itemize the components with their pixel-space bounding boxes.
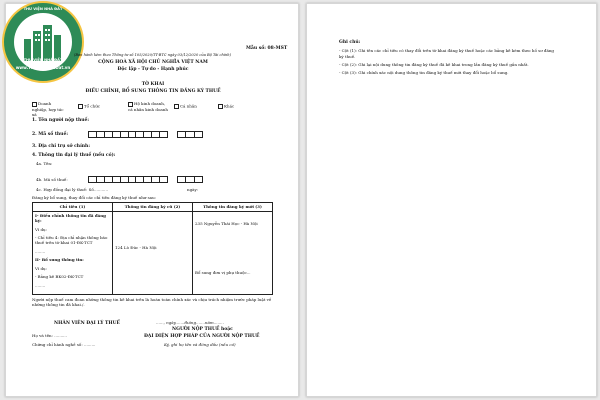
register-line: Đăng ký bổ sung, thay đổi các chỉ tiêu đăng ký thuế như sau:: [32, 195, 156, 200]
sign-note: Ký, ghi họ tên và đóng dấu (nếu có): [164, 342, 236, 347]
agent-signature-title: NHÂN VIÊN ĐẠI LÝ THUẾ: [54, 321, 120, 326]
checkbox-icon[interactable]: [78, 104, 83, 109]
logo-arc-text-right: THƯ VIỆN NHÀ ĐẤT: [23, 58, 63, 62]
new-supplement: Bổ sung đơn vị phụ thuộc...: [195, 270, 251, 275]
agent-contract-day: ngày:: [187, 187, 199, 192]
field-head-office: 3. Địa chỉ trụ sở chính:: [32, 144, 90, 149]
date-line: ......, ngày.......tháng.......năm........: [156, 320, 224, 325]
taxpayer-title: NGƯỜI NỘP THUẾ hoặc: [172, 327, 233, 332]
agent-name: Họ và tên: ..........: [32, 333, 67, 338]
field-agent-contract: 4c. Hợp đồng đại lý thuế: Số: [36, 187, 94, 192]
option-individual[interactable]: [174, 104, 197, 109]
section-supplement: II- Bổ sung thông tin:: [35, 257, 84, 262]
header-old-info: Thông tin đăng ký cũ (2): [113, 203, 193, 212]
option-label: Cá nhân: [180, 103, 197, 109]
option-organization[interactable]: [78, 104, 100, 109]
agent-tax-code-branch-boxes[interactable]: [177, 176, 203, 183]
field-agent-tax-code: 4b. Mã số thuế:: [36, 177, 68, 182]
note-column-3: - Cột (3): Ghi chính xác nội dung thông tin đăng ký thuế mới thay đổi hoặc bổ sung.: [339, 70, 509, 75]
option-label: Khác: [224, 103, 235, 109]
note-column-1: - Cột (1): Ghi tên các chỉ tiêu có thay đổi trên tờ khai đăng ký thuế hoặc các bảng kê kèm theo hồ sơ đăng: [339, 48, 554, 53]
document-page-2: [306, 3, 597, 397]
old-info-cell: [113, 212, 193, 295]
commitment: Người nộp thuế cam đoan những thông tin kê khai trên là hoàn toàn chính xác và chịu trách nhiệm trước pháp luật về những thông tin đã khai./.: [32, 297, 272, 307]
example-label: Ví dụ:: [35, 265, 47, 271]
field-agent-name: 4a. Tên:: [36, 161, 53, 166]
issued-by: (Ban hành kèm theo Thông tư số 105/2020/TT-BTC ngày 03/12/2020 của Bộ Tài chính): [74, 53, 232, 57]
form-code: Mẫu số: 08-MST: [246, 46, 288, 51]
option-other[interactable]: [218, 104, 234, 109]
checkbox-icon[interactable]: [174, 104, 179, 109]
field-tax-code: 2. Mã số thuế:: [32, 132, 68, 137]
field-tax-agent: 4. Thông tin đại lý thuế (nếu có):: [32, 153, 116, 158]
checkbox-icon[interactable]: [218, 104, 223, 109]
example-label: Ví dụ:: [35, 226, 47, 232]
tax-code-boxes[interactable]: [88, 131, 168, 138]
indicator-cell: [33, 212, 113, 295]
option-label: Tổ chức: [84, 103, 101, 109]
changes-table: [32, 202, 273, 295]
old-address: 124 Lò Đúc - Hà Nội: [115, 245, 157, 250]
header-indicator: Chỉ tiêu (1): [33, 203, 113, 212]
tax-code-branch-boxes[interactable]: [177, 131, 203, 138]
table-header-row: [33, 203, 273, 212]
note-column-1-cont: ký thuế.: [339, 54, 356, 59]
header-new-info: Thông tin đăng ký mới (3): [193, 203, 273, 212]
new-address: 235 Nguyễn Thái Học - Hà Nội: [195, 221, 258, 226]
field-taxpayer-name: 1. Tên người nộp thuế:: [32, 118, 90, 123]
section-adjust: I- Điều chỉnh thông tin đã đăng ký:: [35, 213, 106, 223]
ellipsis: ........: [35, 282, 46, 288]
motto: Độc lập - Tự do - Hạnh phúc: [117, 67, 189, 72]
logo-arc-text-left: THƯ VIỆN NHÀ ĐẤT: [23, 7, 63, 11]
option-business-household[interactable]: [128, 101, 168, 112]
example-item-1: - Chỉ tiêu 4: Địa chỉ nhận thông báo thuế trên tờ khai 01-ĐK-TCT: [35, 235, 108, 245]
table-row: [33, 212, 273, 295]
agent-certificate: Chứng chỉ hành nghề số: .........: [32, 342, 96, 347]
taxpayer-title-2: ĐẠI DIỆN HỢP PHÁP CỦA NGƯỜI NỘP THUẾ: [144, 334, 260, 339]
republic-heading: CỘNG HOÀ XÃ HỘI CHỦ NGHĨA VIỆT NAM: [98, 60, 208, 65]
agent-contract-dots: ...........: [94, 187, 108, 192]
option-enterprise[interactable]: [32, 101, 64, 117]
option-label: Hộ kinh doanh, cá nhân kinh doanh: [128, 101, 168, 112]
note-column-2: - Cột (2): Ghi lại nội dung thông tin đăng ký thuế đã kê khai trong lần đăng ký thuế gần nhất.: [339, 62, 529, 67]
form-subtitle: ĐIỀU CHỈNH, BỔ SUNG THÔNG TIN ĐĂNG KÝ THUẾ: [85, 89, 221, 94]
ellipsis: ........: [35, 248, 46, 254]
example-item-2: - Bảng kê BK02-ĐK-TCT: [35, 274, 84, 279]
document-page-1: [5, 3, 299, 397]
new-info-cell: [193, 212, 273, 295]
agent-tax-code-boxes[interactable]: [88, 176, 168, 183]
notes-title: Ghi chú:: [339, 40, 361, 45]
option-label: Doanh nghiệp, hợp tác xã: [32, 101, 64, 117]
logo-url: www.ThuVienNhaDat.vn: [15, 65, 71, 70]
form-title: TỜ KHAI: [141, 82, 165, 87]
